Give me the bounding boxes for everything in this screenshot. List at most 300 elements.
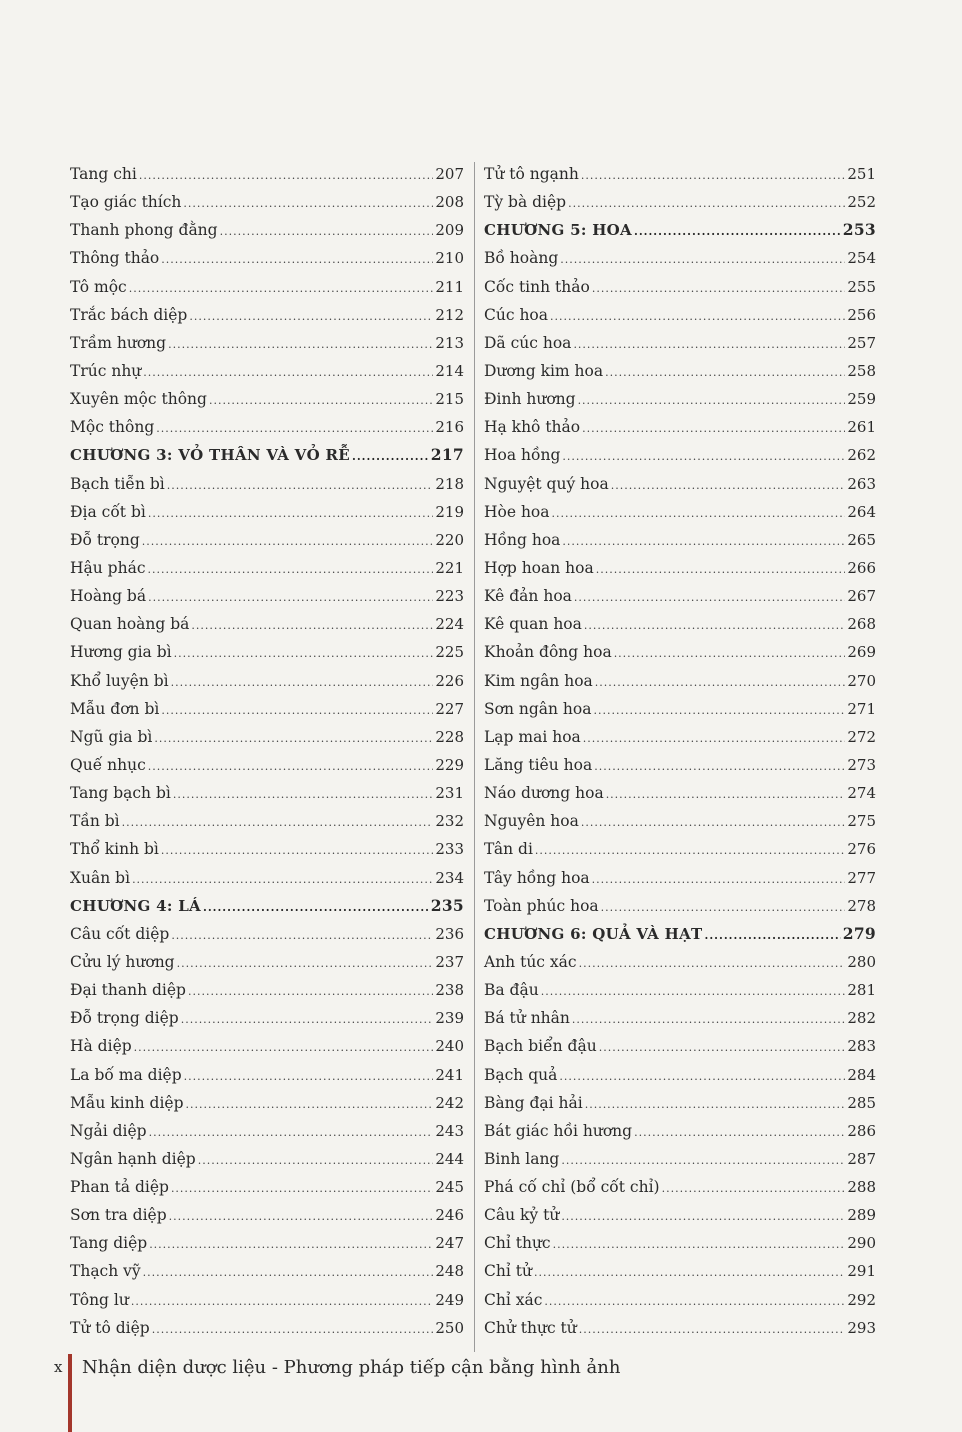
toc-entry-title: CHƯƠNG 6: QUẢ VÀ HẠT	[484, 924, 703, 943]
toc-entry-page: 265	[847, 530, 876, 549]
toc-entry-title: Hà diệp	[70, 1037, 132, 1056]
toc-entry-title: Địa cốt bì	[70, 502, 146, 521]
toc-entry	[484, 610, 876, 638]
toc-entry-title: Ngũ gia bì	[70, 727, 153, 746]
toc-entry-title: Náo dương hoa	[484, 784, 604, 803]
toc-entry-title: Hậu phác	[70, 558, 146, 577]
toc-entry-title: Tang bạch bì	[70, 784, 171, 803]
toc-entry	[70, 1229, 464, 1257]
toc-entry-page: 272	[847, 727, 876, 746]
toc-entry-title: Chử thực tử	[484, 1318, 577, 1337]
toc-entry-page: 268	[847, 615, 876, 634]
toc-dot-leader	[592, 275, 846, 303]
toc-entry	[484, 1257, 876, 1285]
toc-entry-page: 275	[847, 812, 876, 831]
toc-entry-page: 289	[847, 1206, 876, 1225]
toc-entry-title: Hương gia bì	[70, 643, 172, 662]
toc-dot-leader	[122, 809, 434, 837]
toc-dot-leader	[595, 669, 846, 697]
toc-dot-leader	[177, 950, 434, 978]
toc-entry-title: Xuân bì	[70, 868, 131, 887]
toc-entry-title: Quan hoàng bá	[70, 615, 190, 634]
toc-entry-page: 269	[847, 643, 876, 662]
toc-entry-page: 244	[435, 1149, 464, 1168]
toc-entry	[484, 1117, 876, 1145]
toc-entry-page: 208	[435, 193, 464, 212]
toc-dot-leader	[168, 331, 433, 359]
toc-entry	[70, 920, 464, 948]
toc-entry	[484, 188, 876, 216]
toc-chapter-heading	[484, 920, 876, 948]
toc-dot-leader	[606, 781, 846, 809]
toc-entry-page: 253	[842, 220, 876, 240]
toc-dot-leader	[560, 246, 845, 274]
toc-entry-page: 214	[435, 361, 464, 380]
toc-entry-title: Ngân hạnh diệp	[70, 1149, 196, 1168]
toc-entry	[484, 779, 876, 807]
toc-left-column	[70, 160, 464, 1342]
toc-dot-leader	[550, 303, 845, 331]
toc-dot-leader	[568, 190, 845, 218]
toc-entry-title: CHƯƠNG 4: LÁ	[70, 896, 201, 915]
toc-entry-title: Trắc bách diệp	[70, 305, 188, 324]
toc-entry-title: Tần bì	[70, 812, 120, 831]
toc-entry-page: 241	[435, 1065, 464, 1084]
toc-dot-leader	[601, 894, 846, 922]
toc-entry-page: 263	[847, 474, 876, 493]
toc-entry-title: Cửu lý hương	[70, 952, 175, 971]
toc-entry-title: Dương kim hoa	[484, 361, 604, 380]
toc-entry-page: 257	[847, 333, 876, 352]
toc-entry	[484, 667, 876, 695]
toc-dot-leader	[186, 1091, 434, 1119]
toc-entry-page: 237	[435, 952, 464, 971]
toc-entry	[70, 301, 464, 329]
toc-entry-page: 219	[435, 502, 464, 521]
toc-entry-title: Ngải diệp	[70, 1121, 147, 1140]
toc-dot-leader	[662, 1175, 846, 1203]
toc-entry-title: Tử tô ngạnh	[484, 165, 579, 183]
toc-dot-leader	[181, 1006, 434, 1034]
toc-dot-leader	[579, 950, 846, 978]
toc-entry-title: Bạch tiễn bì	[70, 474, 165, 493]
toc-entry-page: 271	[847, 699, 876, 718]
toc-entry-page: 259	[847, 390, 876, 409]
toc-entry-title: Bàng đại hải	[484, 1093, 583, 1112]
toc-entry-page: 228	[435, 727, 464, 746]
toc-entry-page: 277	[847, 868, 876, 887]
toc-dot-leader	[143, 1259, 434, 1287]
toc-dot-leader	[705, 922, 841, 950]
toc-entry-page: 225	[435, 643, 464, 662]
toc-entry	[484, 1145, 876, 1173]
toc-entry-page: 276	[847, 840, 876, 859]
toc-entry	[70, 357, 464, 385]
toc-entry-page: 229	[435, 755, 464, 774]
toc-entry	[70, 1173, 464, 1201]
toc-entry	[70, 188, 464, 216]
toc-dot-leader	[191, 612, 433, 640]
toc-entry-page: 246	[435, 1206, 464, 1225]
toc-dot-leader	[154, 725, 433, 753]
toc-dot-leader	[171, 669, 434, 697]
toc-dot-leader	[209, 387, 433, 415]
toc-dot-leader	[561, 1203, 845, 1231]
toc-chapter-heading	[484, 216, 876, 244]
toc-entry-page: 227	[435, 699, 464, 718]
toc-entry-page: 256	[847, 305, 876, 324]
toc-entry-page: 232	[435, 812, 464, 831]
toc-dot-leader	[634, 1119, 845, 1147]
toc-dot-leader	[585, 1091, 846, 1119]
toc-entry	[70, 1257, 464, 1285]
toc-dot-leader	[574, 584, 845, 612]
toc-entry-page: 279	[842, 923, 876, 943]
toc-entry	[70, 723, 464, 751]
toc-entry-title: Đinh hương	[484, 390, 576, 409]
toc-entry-title: Hồng hoa	[484, 530, 561, 549]
toc-dot-leader	[579, 1316, 846, 1344]
toc-entry	[70, 554, 464, 582]
toc-entry	[484, 695, 876, 723]
toc-entry-page: 217	[430, 445, 464, 465]
toc-entry-title: Đỗ trọng	[70, 530, 140, 549]
toc-entry-page: 283	[847, 1037, 876, 1056]
toc-entry	[70, 216, 464, 244]
toc-entry-page: 221	[435, 558, 464, 577]
toc-entry	[484, 1314, 876, 1342]
toc-dot-leader	[572, 1006, 845, 1034]
toc-entry-page: 250	[435, 1318, 464, 1337]
toc-dot-leader	[582, 415, 845, 443]
toc-entry-page: 287	[847, 1149, 876, 1168]
toc-entry	[484, 892, 876, 920]
toc-entry	[70, 329, 464, 357]
toc-entry-title: Trúc nhự	[70, 361, 142, 380]
toc-entry	[70, 1117, 464, 1145]
toc-dot-leader	[541, 978, 846, 1006]
toc-entry	[70, 751, 464, 779]
toc-entry-title: Lăng tiêu hoa	[484, 755, 593, 774]
toc-entry-title: Quế nhục	[70, 755, 146, 774]
toc-dot-leader	[583, 725, 846, 753]
toc-entry-title: Câu kỷ tử	[484, 1206, 560, 1225]
toc-entry-title: Tử tô diệp	[70, 1318, 150, 1337]
toc-entry-page: 282	[847, 1009, 876, 1028]
toc-entry-title: Hoa hồng	[484, 446, 561, 465]
toc-entry-page: 286	[847, 1121, 876, 1140]
toc-entry-title: Bá tử nhân	[484, 1009, 570, 1028]
toc-dot-leader	[143, 359, 433, 387]
toc-entry-page: 239	[435, 1009, 464, 1028]
toc-entry	[70, 498, 464, 526]
toc-dot-leader	[614, 640, 846, 668]
toc-entry	[484, 160, 876, 188]
toc-dot-leader	[161, 837, 434, 865]
toc-entry	[70, 470, 464, 498]
toc-entry-page: 292	[847, 1290, 876, 1309]
toc-dot-leader	[149, 1119, 434, 1147]
toc-dot-leader	[183, 190, 433, 218]
toc-entry	[484, 976, 876, 1004]
toc-dot-leader	[148, 556, 434, 584]
toc-dot-leader	[611, 472, 846, 500]
toc-dot-leader	[544, 1288, 845, 1316]
toc-entry-page: 216	[435, 418, 464, 437]
toc-entry-title: Thạch vỹ	[70, 1262, 141, 1281]
toc-dot-leader	[562, 443, 845, 471]
footer-accent-bar	[68, 1354, 72, 1432]
toc-entry	[70, 160, 464, 188]
toc-entry	[484, 441, 876, 469]
toc-entry-page: 249	[435, 1290, 464, 1309]
toc-entry	[484, 1286, 876, 1314]
toc-entry-page: 233	[435, 840, 464, 859]
toc-entry-title: Bát giác hồi hương	[484, 1121, 633, 1140]
toc-entry-title: Tang chi	[70, 165, 137, 183]
toc-dot-leader	[198, 1147, 434, 1175]
toc-entry-page: 252	[847, 193, 876, 212]
toc-entry-title: Chỉ tử	[484, 1262, 532, 1281]
toc-dot-leader	[561, 1147, 845, 1175]
toc-entry-title: Anh túc xác	[484, 952, 577, 971]
toc-entry-title: Khổ luyện bì	[70, 671, 169, 690]
toc-entry	[70, 1061, 464, 1089]
toc-entry-page: 245	[435, 1178, 464, 1197]
toc-dot-leader	[173, 781, 434, 809]
toc-entry-title: Dã cúc hoa	[484, 333, 572, 352]
toc-entry	[484, 835, 876, 863]
toc-dot-leader	[559, 1063, 845, 1091]
toc-entry-title: Khoản đông hoa	[484, 643, 612, 662]
toc-entry-title: Lạp mai hoa	[484, 727, 581, 746]
toc-entry-title: Cúc hoa	[484, 305, 549, 324]
toc-dot-leader	[599, 1034, 846, 1062]
toc-entry	[70, 1145, 464, 1173]
toc-entry	[70, 667, 464, 695]
toc-entry-title: Mẫu kinh diệp	[70, 1093, 184, 1112]
toc-entry-title: Mẫu đơn bì	[70, 699, 160, 718]
toc-entry	[70, 526, 464, 554]
toc-entry-page: 247	[435, 1234, 464, 1253]
toc-entry-title: Hòe hoa	[484, 502, 550, 521]
toc-entry-page: 215	[435, 390, 464, 409]
toc-dot-leader	[562, 528, 845, 556]
toc-entry-page: 284	[847, 1065, 876, 1084]
toc-entry-title: Tân di	[484, 840, 533, 859]
toc-entry-title: Nguyệt quý hoa	[484, 474, 609, 493]
toc-entry-page: 226	[435, 671, 464, 690]
toc-entry-title: Tây hồng hoa	[484, 868, 590, 887]
toc-chapter-heading	[70, 441, 464, 469]
toc-entry-page: 288	[847, 1178, 876, 1197]
toc-entry	[70, 582, 464, 610]
toc-dot-leader	[605, 359, 845, 387]
toc-entry-title: Mộc thông	[70, 418, 155, 437]
toc-entry-title: Kê đản hoa	[484, 587, 572, 606]
toc-entry-title: Tô mộc	[70, 277, 127, 296]
toc-dot-leader	[148, 500, 434, 528]
toc-entry-page: 243	[435, 1121, 464, 1140]
toc-dot-leader	[573, 331, 845, 359]
toc-entry-page: 266	[847, 558, 876, 577]
toc-entry	[484, 554, 876, 582]
toc-entry-title: Sơn tra diệp	[70, 1206, 167, 1225]
toc-entry-page: 267	[847, 587, 876, 606]
toc-dot-leader	[184, 1063, 434, 1091]
toc-entry	[70, 413, 464, 441]
toc-entry-page: 238	[435, 981, 464, 1000]
toc-entry-page: 278	[847, 896, 876, 915]
toc-entry-page: 210	[435, 249, 464, 268]
toc-entry-title: Tang diệp	[70, 1234, 148, 1253]
toc-dot-leader	[592, 866, 846, 894]
toc-entry-page: 207	[435, 165, 464, 183]
toc-entry-title: Hạ khô thảo	[484, 418, 581, 437]
toc-entry-title: Phá cố chỉ (bổ cốt chỉ)	[484, 1178, 660, 1197]
toc-entry	[484, 582, 876, 610]
page-number: x	[54, 1358, 63, 1376]
toc-entry-page: 251	[847, 165, 876, 183]
toc-entry-page: 213	[435, 333, 464, 352]
toc-entry-page: 270	[847, 671, 876, 690]
page-footer	[54, 1352, 620, 1382]
toc-entry	[484, 723, 876, 751]
toc-dot-leader	[552, 500, 846, 528]
toc-entry-title: Tỳ bà diệp	[484, 193, 567, 212]
toc-entry	[484, 1089, 876, 1117]
toc-dot-leader	[189, 303, 433, 331]
toc-entry-page: 274	[847, 784, 876, 803]
toc-entry	[484, 244, 876, 272]
toc-dot-leader	[131, 1288, 434, 1316]
toc-dot-leader	[152, 1316, 434, 1344]
toc-entry-page: 242	[435, 1093, 464, 1112]
toc-entry-title: Nguyên hoa	[484, 812, 579, 831]
toc-entry-page: 220	[435, 530, 464, 549]
toc-dot-leader	[161, 246, 433, 274]
toc-entry-page: 254	[847, 249, 876, 268]
toc-entry-page: 285	[847, 1093, 876, 1112]
toc-entry-title: Đại thanh diệp	[70, 981, 186, 1000]
toc-entry-title: Chỉ xác	[484, 1290, 543, 1309]
toc-entry-title: Cốc tinh thảo	[484, 277, 590, 296]
toc-entry-title: CHƯƠNG 5: HOA	[484, 221, 632, 240]
toc-dot-leader	[148, 753, 434, 781]
toc-entry-title: Hợp hoan hoa	[484, 558, 594, 577]
toc-entry	[484, 807, 876, 835]
toc-dot-leader	[129, 275, 434, 303]
toc-entry	[484, 470, 876, 498]
toc-entry-title: Đỗ trọng diệp	[70, 1009, 179, 1028]
toc-dot-leader	[161, 697, 433, 725]
toc-dot-leader	[149, 1231, 433, 1259]
toc-dot-leader	[581, 809, 845, 837]
toc-entry-title: Phan tả diệp	[70, 1178, 169, 1197]
toc-entry-page: 231	[435, 784, 464, 803]
toc-dot-leader	[535, 837, 845, 865]
toc-entry	[484, 948, 876, 976]
toc-dot-leader	[148, 584, 433, 612]
toc-dot-leader	[171, 922, 433, 950]
toc-entry	[484, 301, 876, 329]
toc-chapter-heading	[70, 892, 464, 920]
toc-entry	[70, 1286, 464, 1314]
toc-entry-page: 234	[435, 868, 464, 887]
toc-entry	[484, 1061, 876, 1089]
toc-entry-page: 281	[847, 981, 876, 1000]
toc-entry-page: 262	[847, 446, 876, 465]
toc-entry	[484, 638, 876, 666]
toc-entry	[70, 638, 464, 666]
toc-dot-leader	[203, 894, 429, 922]
toc-entry-page: 290	[847, 1234, 876, 1253]
toc-entry-page: 291	[847, 1262, 876, 1281]
toc-entry-title: CHƯƠNG 3: VỎ THÂN VÀ VỎ RỄ	[70, 446, 350, 465]
toc-dot-leader	[581, 162, 846, 190]
toc-dot-leader	[596, 556, 846, 584]
toc-entry-title: Sơn ngân hoa	[484, 699, 592, 718]
toc-entry-title: Trầm hương	[70, 333, 167, 352]
toc-entry-page: 236	[435, 924, 464, 943]
toc-entry	[70, 976, 464, 1004]
running-title: Nhận diện dược liệu - Phương pháp tiếp cận bằng hình ảnh	[82, 1356, 621, 1378]
toc-dot-leader	[156, 415, 433, 443]
toc-entry	[484, 357, 876, 385]
toc-entry-title: Tông lư	[70, 1290, 129, 1309]
toc-entry	[70, 1089, 464, 1117]
toc-dot-leader	[171, 1175, 433, 1203]
toc-entry	[70, 695, 464, 723]
toc-entry	[70, 244, 464, 272]
toc-entry	[484, 1229, 876, 1257]
toc-entry-page: 223	[435, 587, 464, 606]
toc-entry-title: Bạch quả	[484, 1065, 558, 1084]
toc-entry	[484, 1032, 876, 1060]
toc-entry	[70, 835, 464, 863]
toc-dot-leader	[220, 218, 434, 246]
toc-dot-leader	[174, 640, 434, 668]
toc-dot-leader	[188, 978, 433, 1006]
toc-entry-page: 212	[435, 305, 464, 324]
toc-entry	[70, 273, 464, 301]
toc-entry	[70, 1201, 464, 1229]
toc-entry-title: Ba đậu	[484, 981, 539, 1000]
toc-dot-leader	[142, 528, 434, 556]
toc-entry-title: Chỉ thực	[484, 1234, 551, 1253]
toc-dot-leader	[134, 1034, 434, 1062]
toc-dot-leader	[594, 753, 845, 781]
toc-entry	[484, 1201, 876, 1229]
toc-entry-title: Câu cốt diệp	[70, 924, 170, 943]
toc-entry	[484, 1004, 876, 1032]
column-divider	[474, 162, 475, 1352]
toc-dot-leader	[578, 387, 846, 415]
toc-dot-leader	[169, 1203, 434, 1231]
toc-entry	[484, 498, 876, 526]
toc-entry-page: 218	[435, 474, 464, 493]
toc-entry-title: Thanh phong đằng	[70, 221, 218, 240]
toc-entry	[70, 807, 464, 835]
toc-entry-page: 258	[847, 361, 876, 380]
toc-dot-leader	[584, 612, 845, 640]
toc-entry-page: 261	[847, 418, 876, 437]
toc-entry-title: Xuyên mộc thông	[70, 390, 207, 409]
toc-dot-leader	[534, 1259, 845, 1287]
toc-entry	[70, 948, 464, 976]
toc-entry	[484, 413, 876, 441]
toc-entry	[484, 273, 876, 301]
